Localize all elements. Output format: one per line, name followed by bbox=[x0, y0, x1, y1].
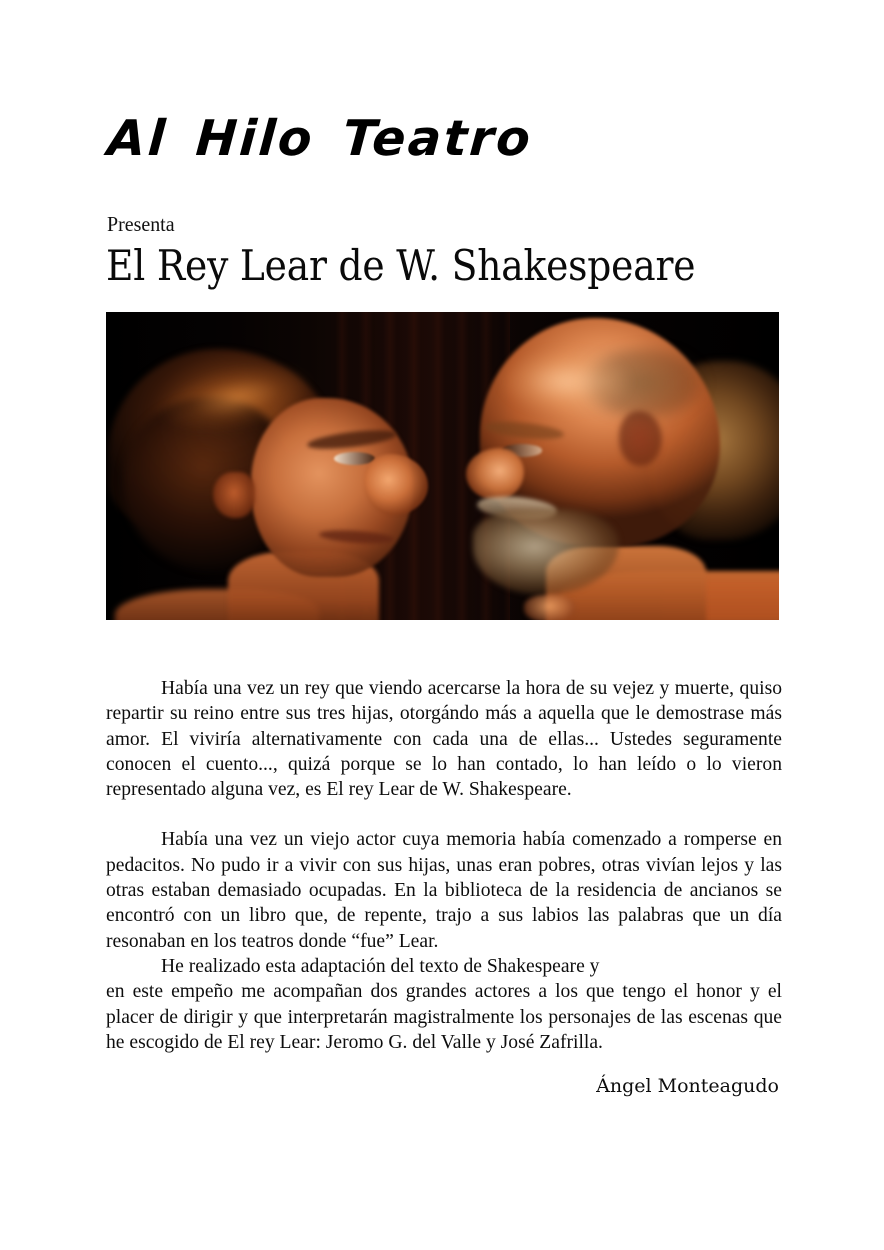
company-name: Al Hilo Teatro bbox=[105, 110, 535, 167]
actor-right-portrait bbox=[430, 312, 779, 620]
paragraph-3-continuation: en este empeño me acompañan dos grandes actores a los que tengo el honor y el placer de dirigir y que interpretarán magistralmente los personajes de las escenas que he escogido de El rey Lear: Jeromo G. del Valle y José Zafrilla. bbox=[106, 981, 782, 1053]
body-text bbox=[106, 676, 782, 1055]
paragraph-1: Había una vez un rey que viendo acercarse la hora de su vejez y muerte, quiso repartir su reino entre sus tres hijas, otorgándo más a aquella que le demostrase más amor. El viviría alternativamente con cada una de ellas... Ustedes seguramente conocen el cuento..., quizá porque se lo han contado, lo han leído o lo vieron representado alguna vez, es El rey Lear de W. Shakespeare. bbox=[106, 678, 782, 801]
actor-left-eye bbox=[334, 452, 375, 465]
actor-left-nose bbox=[364, 454, 428, 516]
production-photo bbox=[106, 312, 779, 620]
play-title: El Rey Lear de W. Shakespeare bbox=[106, 241, 696, 290]
actor-left-necklace bbox=[206, 601, 304, 620]
paragraph-3-line-1: He realizado esta adaptación del texto de Shakespeare y bbox=[161, 955, 600, 977]
actor-right-forehead-highlight bbox=[502, 343, 640, 423]
actor-right-pendant bbox=[524, 595, 575, 620]
paragraph-3 bbox=[106, 954, 782, 1055]
actor-left-portrait bbox=[106, 318, 477, 620]
signature-block bbox=[106, 1075, 779, 1098]
actor-left-ear bbox=[213, 472, 254, 518]
paragraph-2: Había una vez un viejo actor cuya memoria había comenzado a romperse en pedacitos. No pudo ir a vivir con sus hijas, unas eran pobres, otras vivían lejos y las otras estaban demasiado ocupadas. En la biblioteca de la residencia de ancianos se encontró con un libro que, de repente, trajo a sus labios las palabras que un día resonaban en los teatros donde “fue” Lear. bbox=[106, 829, 782, 952]
signature-author: Ángel Monteagudo bbox=[596, 1075, 779, 1097]
presenta-label: Presenta bbox=[107, 212, 175, 236]
actor-right-ear bbox=[619, 411, 663, 466]
actor-right-nose bbox=[466, 448, 524, 500]
